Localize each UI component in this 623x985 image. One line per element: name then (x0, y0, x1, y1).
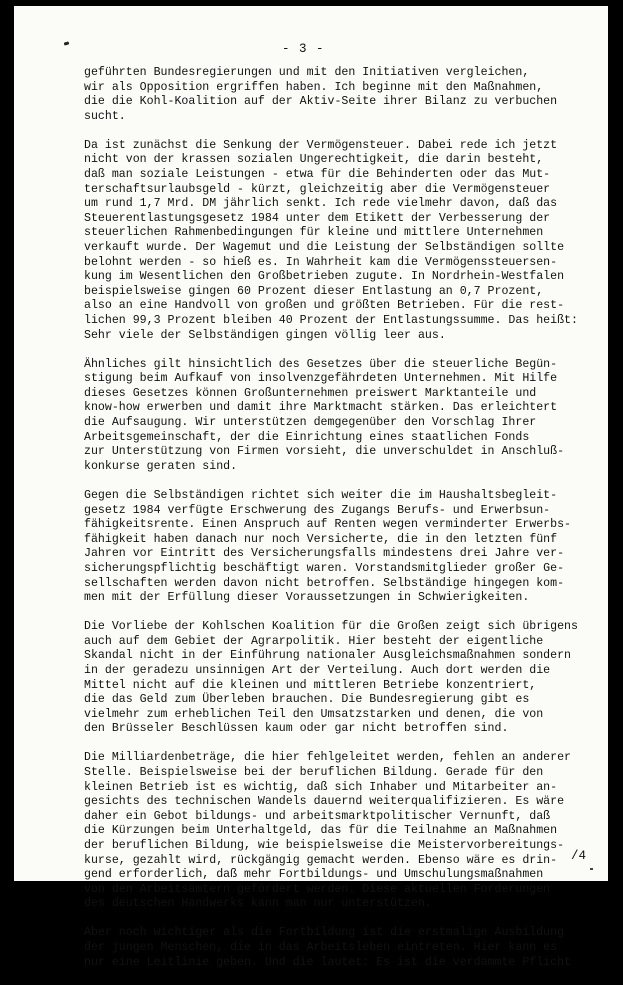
paragraph (84, 139, 599, 343)
text-line: belohnt werden - so hieß es. In Wahrheit kam die Vermögenssteuersen- (84, 255, 558, 269)
text-line: der jungen Menschen, die in das Arbeitsleben eintreten. Hier kann es (84, 941, 558, 955)
text-line: men mit der Erfüllung dieser Voraussetzungen in Schwierigkeiten. (84, 591, 530, 605)
text-line: dieses Gesetzes können Großunternehmen preiswert Marktanteile und (84, 386, 537, 400)
text-line: wir als Opposition ergriffen haben. Ich beginne mit den Maßnahmen, (84, 80, 544, 94)
text-line: den Brüsseler Beschlüssen kaum oder gar nicht betroffen sind. (84, 722, 509, 736)
text-line: des deutschen Handwerks kann man nur unterstützen. (84, 897, 432, 911)
text-line: in der geradezu unsinnigen Art der Verteilung. Auch dort werden die (84, 663, 551, 677)
text-line: steuerlichen Rahmenbedingungen für kleine und mittlere Unternehmen (84, 226, 544, 240)
text-line: terschaftsurlaubsgeld - kürzt, gleichzeitig aber die Vermögensteuer (84, 182, 551, 196)
text-line: verkauft wurde. Der Wagemut und die Leistung der Selbständigen sollte (84, 241, 565, 255)
page-number: - 3 - (282, 42, 325, 56)
text-line: Gegen die Selbständigen richtet sich weiter die im Haushaltsbegleit- (84, 488, 558, 502)
text-line: daher ein Gebot bildungs- und arbeitsmarktpolitischer Vernunft, daß (84, 809, 551, 823)
text-line: kleinen Betrieb ist es wichtig, daß sich Inhaber und Mitarbeiter an- (84, 780, 558, 794)
text-line: um rund 1,7 Mrd. DM jährlich senkt. Ich rede vielmehr davon, daß das (84, 197, 558, 211)
continuation-marker: /4 (571, 849, 587, 863)
text-line: Die Vorliebe der Kohlschen Koalition für die Großen zeigt sich übrigens (84, 620, 578, 634)
text-line: Sehr viele der Selbständigen gingen völlig leer aus. (84, 328, 446, 342)
text-line: gesetz 1984 verfügte Erschwerung des Zugangs Berufs- und Erwerbsun- (84, 503, 551, 517)
text-line: zur Unterstützung von Firmen vorsieht, die unverschuldet in Anschluß- (84, 445, 565, 459)
paragraph (84, 66, 599, 124)
text-line: fähigkeitsrente. Einen Anspruch auf Renten wegen verminderter Erwerbs- (84, 518, 572, 532)
text-line: sicherungspflichtig beschäftigt waren. Vorstandsmitglieder großer Ge- (84, 561, 565, 575)
text-line: gesichts des technischen Wandels dauernd weiterqualifizieren. Es wäre (84, 795, 565, 809)
text-line: Steuerentlastungsgesetz 1984 unter dem Etikett der Verbesserung der (84, 211, 551, 225)
paragraph (84, 926, 599, 970)
text-line: kurse, gezahlt wird, rückgängig gemacht werden. Ebenso wäre es drin- (84, 853, 558, 867)
text-line: Da ist zunächst die Senkung der Vermögensteuer. Dabei rede ich jetzt (84, 138, 558, 152)
text-line: gend erforderlich, daß mehr Fortbildungs- und Umschulungsmaßnahmen (84, 868, 544, 882)
text-line: Stelle. Beispielsweise bei der beruflichen Bildung. Gerade für den (84, 766, 544, 780)
text-line: die Aufsaugung. Wir unterstützen demgegenüber den Vorschlag Ihrer (84, 416, 537, 430)
text-line: Mittel nicht auf die kleinen und mittleren Betriebe konzentriert, (84, 678, 537, 692)
text-line: die das Geld zum Überleben brauchen. Die Bundesregierung gibt es (84, 693, 530, 707)
text-line: fähigkeit haben danach nur noch Versicherte, die in den letzten fünf (84, 532, 558, 546)
text-line: vielmehr zum erheblichen Teil den Umsatzstarken und denen, die von (84, 707, 544, 721)
text-line: Aber noch wichtiger als die Fortbildung ist die erstmalige Ausbildung (84, 926, 565, 940)
text-line: sucht. (84, 109, 126, 123)
text-line: der beruflichen Bildung, wie beispielsweise die Meistervorbereitungs- (84, 839, 565, 852)
text-line: sellschaften werden davon nicht betroffen. Selbständige hingegen kom- (84, 576, 565, 590)
text-line: geführten Bundesregierungen und mit den Initiativen vergleichen, (84, 66, 530, 79)
document-page (14, 6, 608, 969)
text-line: die die Kohl-Koalition auf der Aktiv-Seite ihrer Bilanz zu verbuchen (84, 95, 558, 109)
text-line: nur eine Leitlinie geben. Und die lautet: Es ist die verdammte Pflicht (84, 955, 572, 969)
paragraph (84, 358, 599, 475)
text-line: Skandal nicht in der Einführung nationaler Ausgleichsmaßnahmen sondern (84, 649, 572, 663)
text-line: von den Arbeitsämtern gefördert werden. Diese aktuellen Forderungen (84, 882, 551, 896)
text-line: also an eine Handvoll von großen und größten Betrieben. Für die rest- (84, 299, 565, 313)
text-line: auch auf dem Gebiet der Agrarpolitik. Hier besteht der eigentliche (84, 634, 544, 648)
text-line: kung im Wesentlichen den Großbetrieben zugute. In Nordrhein-Westfalen (84, 270, 565, 284)
text-line: daß man soziale Leistungen - etwa für die Behinderten oder das Mut- (84, 168, 551, 182)
scan-speck (590, 868, 593, 870)
text-line: Die Milliardenbeträge, die hier fehlgeleitet werden, fehlen an anderer (84, 751, 572, 765)
text-line: die Kürzungen beim Unterhaltgeld, das für die Teilnahme an Maßnahmen (84, 824, 558, 838)
text-line: stigung beim Aufkauf von insolvenzgefährdeten Unternehmen. Mit Hilfe (84, 372, 558, 386)
text-line: Jahren vor Eintritt des Versicherungsfalls mindestens drei Jahre ver- (84, 547, 565, 561)
body-text (84, 66, 599, 985)
text-line: know-how erwerben und damit ihre Marktmacht stärken. Das erleichtert (84, 401, 558, 415)
paragraph (84, 751, 599, 912)
text-line: beispielsweise gingen 60 Prozent dieser Entlastung an 0,7 Prozent, (84, 284, 544, 298)
scan-mark (64, 41, 70, 45)
paragraph (84, 489, 599, 606)
text-line: Arbeitsgemeinschaft, der die Einrichtung eines staatlichen Fonds (84, 430, 530, 444)
text-line: lichen 99,3 Prozent bleiben 40 Prozent der Entlastungssumme. Das heißt: (84, 314, 578, 327)
paragraph (84, 620, 599, 737)
text-line: konkurse geraten sind. (84, 459, 238, 473)
text-line: nicht von der krassen sozialen Ungerechtigkeit, die darin besteht, (84, 153, 544, 167)
text-line: Ähnliches gilt hinsichtlich des Gesetzes über die steuerliche Begün- (84, 357, 558, 371)
